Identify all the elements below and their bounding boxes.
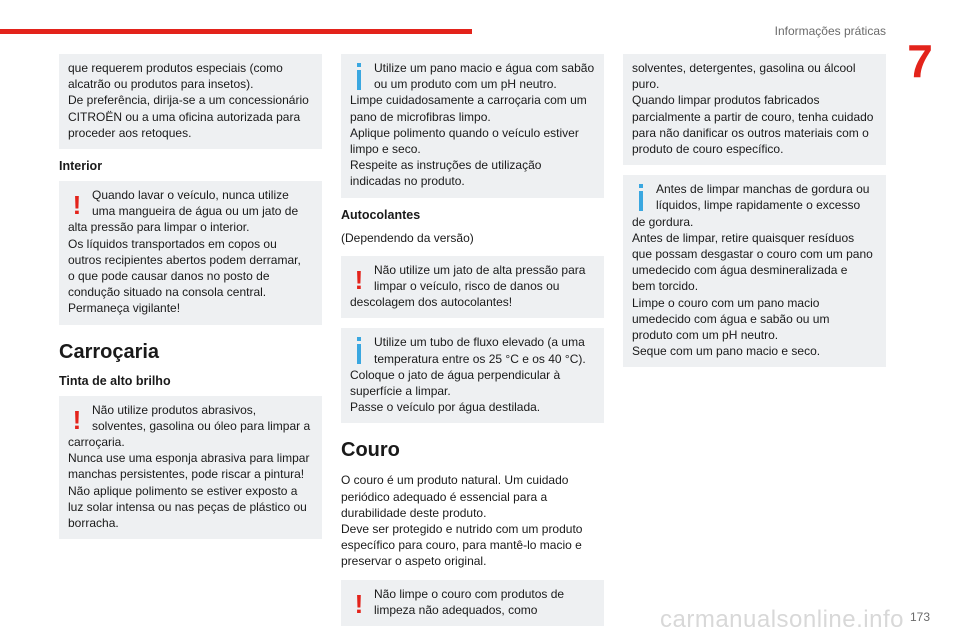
warning-first-lines: Não limpe o couro com produtos de limpeza não adequados, como (374, 586, 565, 617)
exclamation-icon: ! (72, 404, 82, 435)
autocolantes-subtitle: (Dependendo da versão) (341, 230, 474, 245)
section-title: Informações práticas (774, 24, 886, 38)
warning-first-lines: Não utilize produtos abrasivos, solventes, gasolina ou óleo para limpar a (92, 402, 311, 433)
warning-box-interior (59, 181, 322, 325)
warning-text: carroçaria. Nunca use uma esponja abrasiva para limpar manchas persistentes, pode riscar a pintura! Não aplique polimento se estiver exposto a luz solar intensa ou nas peças de plástico ou borracha. (68, 435, 310, 531)
warning-text: descolagem dos autocolantes! (350, 295, 513, 310)
continuation-text: solventes, detergentes, gasolina ou álcool puro. Quando limpar produtos fabricados parcialmente a partir de couro, tenha cuidado para não danificar os outros materiais com o produto de couro específico. (632, 61, 874, 157)
carrocaria-heading: Carroçaria (59, 340, 160, 363)
info-icon (352, 63, 366, 93)
info-icon (352, 337, 366, 367)
autocolantes-heading: Autocolantes (341, 207, 421, 222)
info-box-gordura (623, 175, 886, 367)
continuation-text: que requerem produtos especiais (como alcatrão ou produtos para insetos). De preferência, dirija-se a um concessionário CITROËN ou a uma oficina autorizada para proceder aos retoques. (68, 61, 309, 140)
warning-text: alta pressão para limpar o interior. Os líquidos transportados em copos ou outros recipientes abertos podem derramar, o que pode causar danos no posto de condução situado na consola central. Permaneça vigilante! (68, 220, 301, 316)
continuation-box (59, 54, 322, 149)
info-first-lines: Utilize um tubo de fluxo elevado (a uma temperatura entre os 25 °C e os 40 °C). (374, 335, 586, 366)
exclamation-icon: ! (354, 264, 364, 295)
warning-box-autocolantes (341, 256, 604, 319)
warning-box-couro (341, 580, 604, 626)
info-box-tubo (341, 328, 604, 423)
couro-text: O couro é um produto natural. Um cuidado periódico adequado é essencial para a durabilidade deste produto. Deve ser protegido e nutrido com um produto específico para couro, para mantê-lo macio e preservar o aspeto original. (341, 473, 583, 569)
warning-box-tinta (59, 396, 322, 540)
continuation-box (623, 54, 886, 165)
exclamation-icon: ! (354, 588, 364, 619)
interior-heading: Interior (59, 159, 103, 174)
info-text: Limpe cuidadosamente a carroçaria com um pano de microfibras limpo. Aplique polimento quando o veículo estiver limpo e seco. Respeite as instruções de utilização indicadas no produto. (350, 93, 587, 189)
chapter-number: 7 (907, 35, 933, 87)
info-text: de gordura. Antes de limpar, retire quaisquer resíduos que possam desgastar o couro com um pano umedecido com água desmineralizada e bem torcido. Limpe o couro com um pano macio umedecido com água e sabão ou um produto com um pH neutro. Seque com um pano macio e seco. (632, 214, 873, 359)
column-2 (341, 54, 604, 636)
watermark-text: carmanualsonline.info (660, 606, 904, 633)
header-accent-bar (0, 29, 472, 34)
column-1 (59, 54, 322, 549)
info-first-lines: Utilize um pano macio e água com sabão ou um produto com um pH neutro. (374, 61, 595, 92)
tinta-heading: Tinta de alto brilho (59, 373, 171, 388)
page-number: 173 (909, 610, 930, 624)
column-3 (623, 54, 886, 377)
info-text: Coloque o jato de água perpendicular à superfície a limpar. Passe o veículo por água destilada. (350, 367, 561, 415)
exclamation-icon: ! (72, 190, 82, 221)
couro-heading: Couro (341, 439, 400, 462)
info-first-lines: Antes de limpar manchas de gordura ou líquidos, limpe rapidamente o excesso (656, 182, 870, 213)
info-icon (634, 184, 648, 214)
warning-first-lines: Não utilize um jato de alta pressão para limpar o veículo, risco de danos ou (374, 262, 586, 294)
info-box-polimento (341, 54, 604, 198)
warning-first-lines: Quando lavar o veículo, nunca utilize uma mangueira de água ou um jato de (92, 188, 299, 219)
